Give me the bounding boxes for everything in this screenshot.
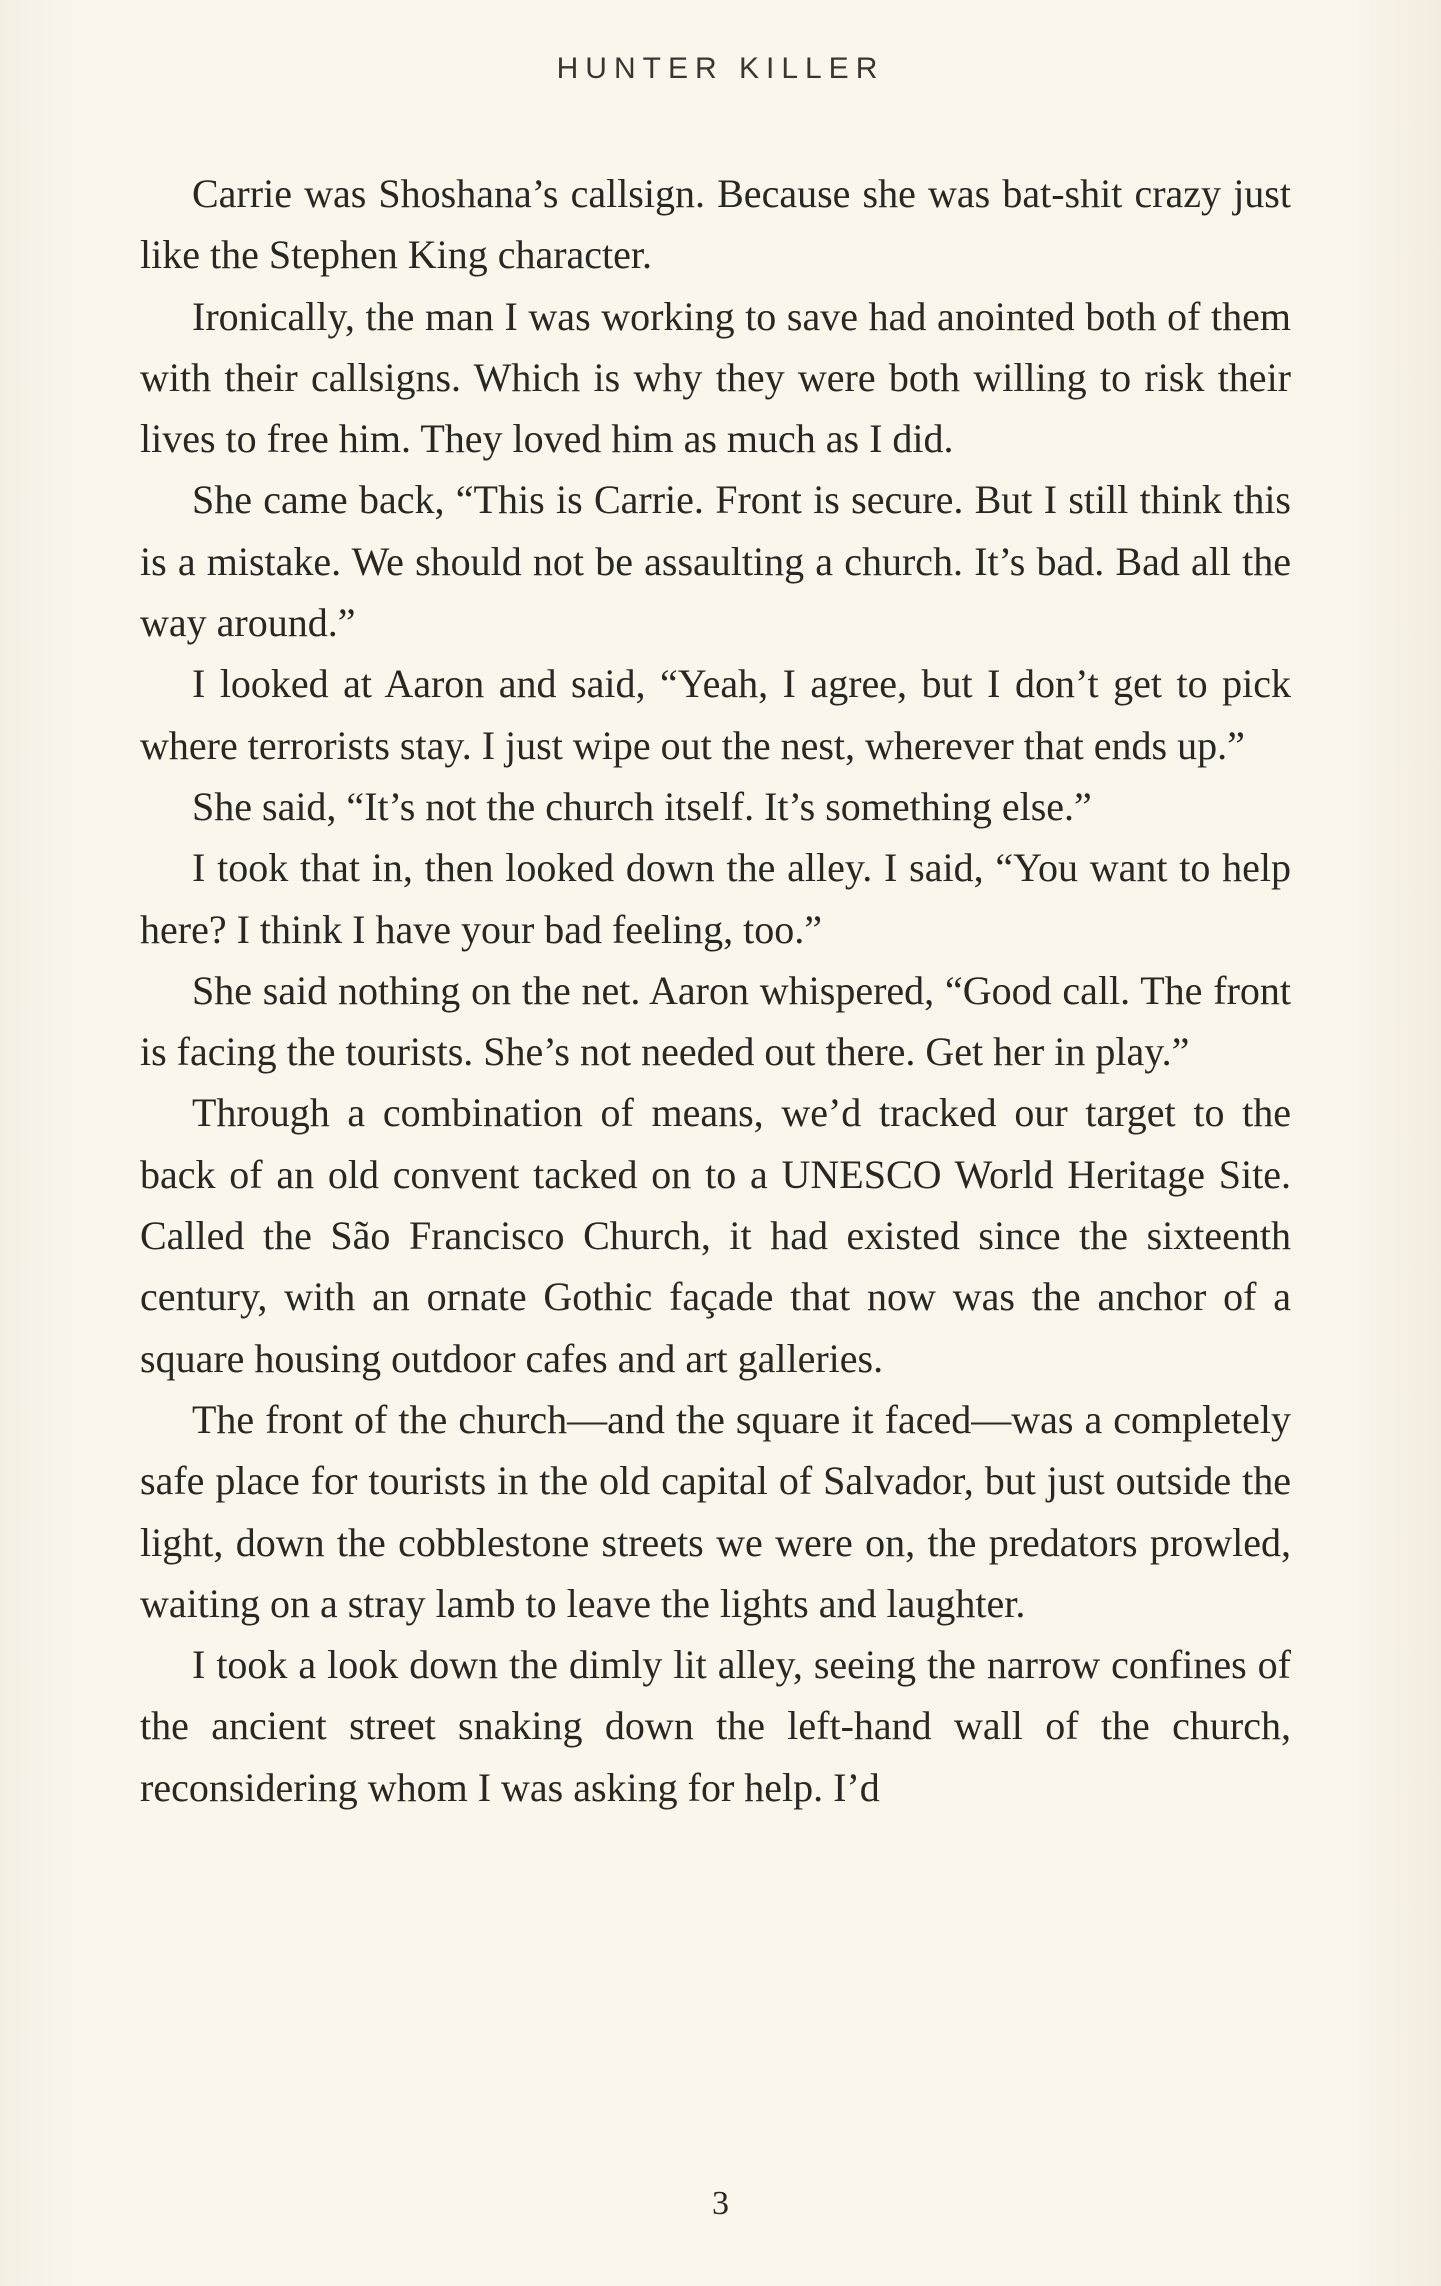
paragraph: Carrie was Shoshana’s callsign. Because she was bat-shit crazy just like the Stephen King character. bbox=[140, 171, 1291, 278]
body-text bbox=[140, 163, 1291, 1818]
paragraph: She said, “It’s not the church itself. It’s something else.” bbox=[192, 783, 1092, 829]
paragraph: The front of the church—and the square it faced—was a completely safe place for tourists in the old capital of Salvador, but just outside the light, down the cobblestone streets we were on, the predators prowled, waiting on a stray lamb to leave the lights and laughter. bbox=[140, 1396, 1291, 1626]
paragraph: I looked at Aaron and said, “Yeah, I agree, but I don’t get to pick where terrorists stay. I just wipe out the nest, wherever that ends up.” bbox=[140, 661, 1291, 768]
paragraph: Through a combination of means, we’d tracked our target to the back of an old convent tacked on to a UNESCO World Heritage Site. Called the São Francisco Church, it had existed since the sixteenth century, with an ornate Gothic façade that now was the anchor of a square housing outdoor cafes and art galleries. bbox=[140, 1090, 1291, 1381]
paragraph: She said nothing on the net. Aaron whispered, “Good call. The front is facing the tourists. She’s not needed out there. Get her in play.” bbox=[140, 967, 1291, 1075]
paragraph: I took that in, then looked down the alley. I said, “You want to help here? I think I have your bad feeling, too.” bbox=[140, 845, 1291, 952]
running-head: HUNTER KILLER bbox=[556, 52, 885, 85]
paragraph: Ironically, the man I was working to save had anointed both of them with their callsigns. Which is why they were both willing to risk their lives to free him. They loved him as much as I did. bbox=[140, 293, 1291, 462]
paragraph: She came back, “This is Carrie. Front is secure. But I still think this is a mistake. We should not be assaulting a church. It’s bad. Bad all the way around.” bbox=[140, 477, 1291, 646]
page-number: 3 bbox=[712, 2185, 729, 2222]
paragraph: I took a look down the dimly lit alley, seeing the narrow confines of the ancient street snaking down the left-hand wall of the church, reconsidering whom I was asking for help. I’d bbox=[140, 1642, 1291, 1810]
